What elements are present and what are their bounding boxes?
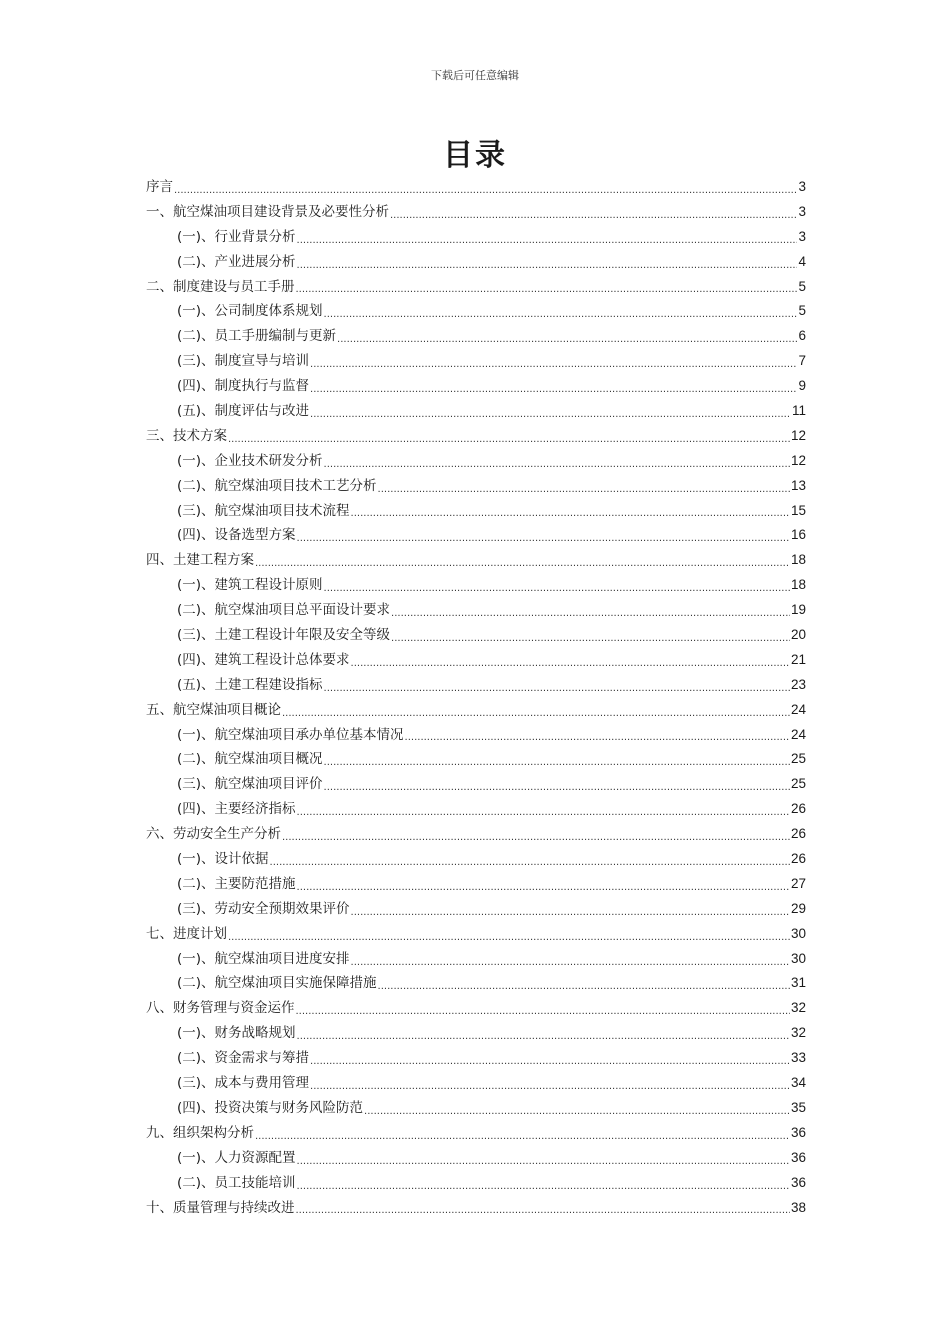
toc-section-entry[interactable] (146, 673, 806, 698)
toc-entry-label: (二)、航空煤油项目总平面设计要求 (177, 602, 391, 619)
toc-page-number: 33 (790, 1050, 806, 1066)
toc-page-number: 25 (790, 776, 806, 792)
toc-entry-label: 五、航空煤油项目概论 (146, 701, 281, 718)
toc-page-number: 30 (790, 950, 806, 966)
toc-page-number: 38 (790, 1199, 806, 1215)
toc-section-entry[interactable] (146, 598, 806, 623)
toc-dot-leader (297, 530, 790, 548)
toc-entry-label: (一)、设计依据 (177, 851, 269, 868)
toc-page-number: 18 (790, 577, 806, 593)
toc-page-number: 21 (790, 651, 806, 667)
toc-dot-leader (310, 1053, 790, 1071)
toc-entry-label: (一)、人力资源配置 (177, 1149, 296, 1166)
toc-chapter-entry[interactable] (146, 175, 806, 200)
toc-page-number: 4 (798, 253, 806, 269)
toc-chapter-entry[interactable] (146, 996, 806, 1021)
toc-section-entry[interactable] (146, 747, 806, 772)
toc-entry-label: (五)、制度评估与改进 (177, 403, 310, 419)
toc-page-number: 34 (790, 1075, 806, 1091)
toc-section-entry[interactable] (146, 972, 806, 997)
toc-dot-leader (337, 331, 797, 349)
toc-dot-leader (310, 1078, 790, 1096)
toc-section-entry[interactable] (146, 797, 806, 822)
toc-page-number: 23 (790, 676, 806, 692)
toc-section-entry[interactable] (146, 573, 806, 598)
toc-dot-leader (324, 580, 790, 598)
toc-page-number: 24 (790, 701, 806, 717)
toc-dot-leader (324, 754, 790, 772)
toc-entry-label: (二)、员工技能培训 (177, 1174, 296, 1191)
toc-entry-label: (二)、航空煤油项目概况 (177, 751, 323, 768)
toc-page-number: 12 (790, 452, 806, 468)
toc-section-entry[interactable] (146, 1096, 806, 1121)
toc-chapter-entry[interactable] (146, 1196, 806, 1221)
toc-dot-leader (351, 904, 790, 922)
toc-dot-leader (324, 779, 790, 797)
toc-page-number: 27 (790, 875, 806, 891)
toc-page-number: 16 (790, 527, 806, 543)
toc-dot-leader (390, 207, 797, 225)
toc-chapter-entry[interactable] (146, 922, 806, 947)
toc-entry-label: (三)、制度宣导与培训 (177, 353, 310, 370)
toc-dot-leader (255, 555, 790, 573)
toc-page-number: 36 (790, 1174, 806, 1190)
toc-chapter-entry[interactable] (146, 548, 806, 573)
toc-section-entry[interactable] (146, 897, 806, 922)
toc-page-number: 24 (790, 726, 806, 742)
toc-entry-label: 十、质量管理与持续改进 (146, 1199, 295, 1216)
toc-page-number: 36 (790, 1124, 806, 1140)
toc-dot-leader (378, 978, 790, 996)
header-note: 下载后可任意编辑 (431, 69, 519, 82)
toc-section-entry[interactable] (146, 349, 806, 374)
toc-section-entry[interactable] (146, 324, 806, 349)
toc-section-entry[interactable] (146, 872, 806, 897)
toc-entry-label: (二)、航空煤油项目技术工艺分析 (177, 477, 377, 494)
toc-page-number: 19 (790, 602, 806, 618)
toc-page-number: 15 (790, 502, 806, 518)
toc-page-number: 11 (791, 403, 806, 418)
toc-page-number: 3 (798, 203, 806, 219)
toc-dot-leader (297, 257, 798, 275)
toc-dot-leader (351, 655, 790, 673)
toc-chapter-entry[interactable] (146, 424, 806, 449)
toc-section-entry[interactable] (146, 648, 806, 673)
toc-dot-leader (296, 281, 798, 299)
toc-entry-label: 三、技术方案 (146, 427, 227, 444)
toc-entry-label: 九、组织架构分析 (146, 1124, 254, 1141)
toc-page-number: 26 (790, 801, 806, 817)
toc-chapter-entry[interactable] (146, 200, 806, 225)
toc-entry-label: (一)、行业背景分析 (177, 228, 296, 245)
toc-page-number: 5 (798, 278, 806, 294)
toc-section-entry[interactable] (146, 847, 806, 872)
toc-dot-leader (364, 1103, 790, 1121)
toc-entry-label: (一)、航空煤油项目进度安排 (177, 950, 350, 967)
toc-entry-label: 六、劳动安全生产分析 (146, 826, 281, 843)
toc-section-entry[interactable] (146, 723, 806, 748)
toc-page-number: 7 (798, 353, 806, 369)
toc-entry-label: (四)、制度执行与监督 (177, 378, 310, 395)
toc-entry-label: (一)、财务战略规划 (177, 1025, 296, 1042)
toc-page-number: 13 (790, 477, 806, 493)
toc-entry-label: (二)、航空煤油项目实施保障措施 (177, 975, 377, 992)
toc-page-number: 32 (790, 1025, 806, 1041)
toc-dot-leader (297, 1153, 790, 1171)
toc-dot-leader (310, 381, 797, 399)
toc-dot-leader (310, 356, 797, 374)
toc-entry-label: (一)、建筑工程设计原则 (177, 577, 323, 594)
toc-dot-leader (282, 829, 790, 847)
toc-page-number: 26 (790, 851, 806, 867)
toc-entry-label: (三)、航空煤油项目评价 (177, 776, 323, 793)
toc-dot-leader (174, 182, 797, 200)
toc-dot-leader (378, 481, 790, 499)
toc-chapter-entry[interactable] (146, 275, 806, 300)
toc-section-entry[interactable] (146, 623, 806, 648)
toc-entry-label: 一、航空煤油项目建设背景及必要性分析 (146, 203, 389, 220)
toc-chapter-entry[interactable] (146, 698, 806, 723)
toc-page-number: 26 (790, 826, 806, 842)
toc-dot-leader (310, 406, 791, 424)
toc-section-entry[interactable] (146, 474, 806, 499)
toc-entry-label: (三)、航空煤油项目技术流程 (177, 502, 350, 519)
toc-dot-leader (228, 431, 790, 449)
toc-entry-label: (三)、劳动安全预期效果评价 (177, 900, 350, 917)
toc-chapter-entry[interactable] (146, 1121, 806, 1146)
toc-dot-leader (297, 804, 790, 822)
toc-section-entry[interactable] (146, 250, 806, 275)
toc-dot-leader (296, 1003, 790, 1021)
toc-dot-leader (351, 505, 790, 523)
toc-entry-label: (三)、土建工程设计年限及安全等级 (177, 627, 391, 644)
toc-entry-label: (一)、航空煤油项目承办单位基本情况 (177, 726, 404, 743)
toc-dot-leader (270, 854, 790, 872)
toc-dot-leader (296, 1202, 790, 1220)
toc-dot-leader (324, 680, 790, 698)
toc-entry-label: (二)、产业进展分析 (177, 253, 296, 270)
toc-page-number: 32 (790, 1000, 806, 1016)
toc-section-entry[interactable] (146, 1146, 806, 1171)
toc-dot-leader (255, 1128, 790, 1146)
toc-dot-leader (297, 1028, 790, 1046)
toc-page-number: 18 (790, 552, 806, 568)
toc-entry-label: (四)、主要经济指标 (177, 801, 296, 818)
toc-entry-label: (四)、设备选型方案 (177, 527, 296, 544)
toc-dot-leader (324, 456, 790, 474)
toc-dot-leader (297, 879, 790, 897)
toc-entry-label: (四)、建筑工程设计总体要求 (177, 651, 350, 668)
toc-dot-leader (391, 605, 790, 623)
toc-dot-leader (351, 954, 790, 972)
toc-section-entry[interactable] (146, 399, 806, 424)
page-title: 目录 (443, 138, 507, 173)
toc-entry-label: (二)、员工手册编制与更新 (177, 328, 337, 345)
toc-section-entry[interactable] (146, 225, 806, 250)
toc-dot-leader (297, 232, 798, 250)
toc-page-number: 6 (798, 328, 806, 344)
toc-chapter-entry[interactable] (146, 822, 806, 847)
toc-dot-leader (282, 705, 790, 723)
toc-section-entry[interactable] (146, 1171, 806, 1196)
toc-section-entry[interactable] (146, 449, 806, 474)
toc-section-entry[interactable] (146, 1046, 806, 1071)
toc-section-entry[interactable] (146, 947, 806, 972)
toc-page-number: 31 (790, 975, 806, 991)
toc-entry-label: (一)、企业技术研发分析 (177, 452, 323, 469)
toc-section-entry[interactable] (146, 1071, 806, 1096)
toc-page-number: 9 (798, 378, 806, 394)
toc-entry-label: (三)、成本与费用管理 (177, 1075, 310, 1092)
toc-entry-label: (二)、主要防范措施 (177, 875, 296, 892)
toc-section-entry[interactable] (146, 523, 806, 548)
table-of-contents (146, 175, 806, 1220)
toc-entry-label: (五)、土建工程建设指标 (177, 676, 323, 693)
toc-entry-label: (一)、公司制度体系规划 (177, 303, 323, 320)
toc-page-number: 3 (798, 228, 806, 244)
toc-entry-label: 四、土建工程方案 (146, 552, 254, 569)
toc-section-entry[interactable] (146, 499, 806, 524)
toc-entry-label: 二、制度建设与员工手册 (146, 278, 295, 295)
toc-dot-leader (297, 1178, 790, 1196)
toc-page-number: 35 (790, 1099, 806, 1115)
toc-page-number: 29 (790, 900, 806, 916)
toc-dot-leader (228, 929, 790, 947)
toc-entry-label: 八、财务管理与资金运作 (146, 1000, 295, 1017)
toc-section-entry[interactable] (146, 299, 806, 324)
toc-page-number: 3 (798, 178, 806, 194)
toc-entry-label: (二)、资金需求与筹措 (177, 1050, 310, 1067)
toc-dot-leader (391, 630, 790, 648)
toc-page-number: 25 (790, 751, 806, 767)
toc-section-entry[interactable] (146, 1021, 806, 1046)
toc-entry-label: (四)、投资决策与财务风险防范 (177, 1099, 364, 1116)
toc-page-number: 12 (790, 427, 806, 443)
toc-page-number: 20 (790, 627, 806, 643)
toc-section-entry[interactable] (146, 374, 806, 399)
toc-page-number: 30 (790, 925, 806, 941)
toc-dot-leader (324, 306, 798, 324)
toc-entry-label: 序言 (146, 178, 173, 195)
toc-page-number: 36 (790, 1149, 806, 1165)
toc-dot-leader (405, 729, 790, 747)
toc-page-number: 5 (798, 303, 806, 319)
toc-section-entry[interactable] (146, 772, 806, 797)
toc-entry-label: 七、进度计划 (146, 925, 227, 942)
